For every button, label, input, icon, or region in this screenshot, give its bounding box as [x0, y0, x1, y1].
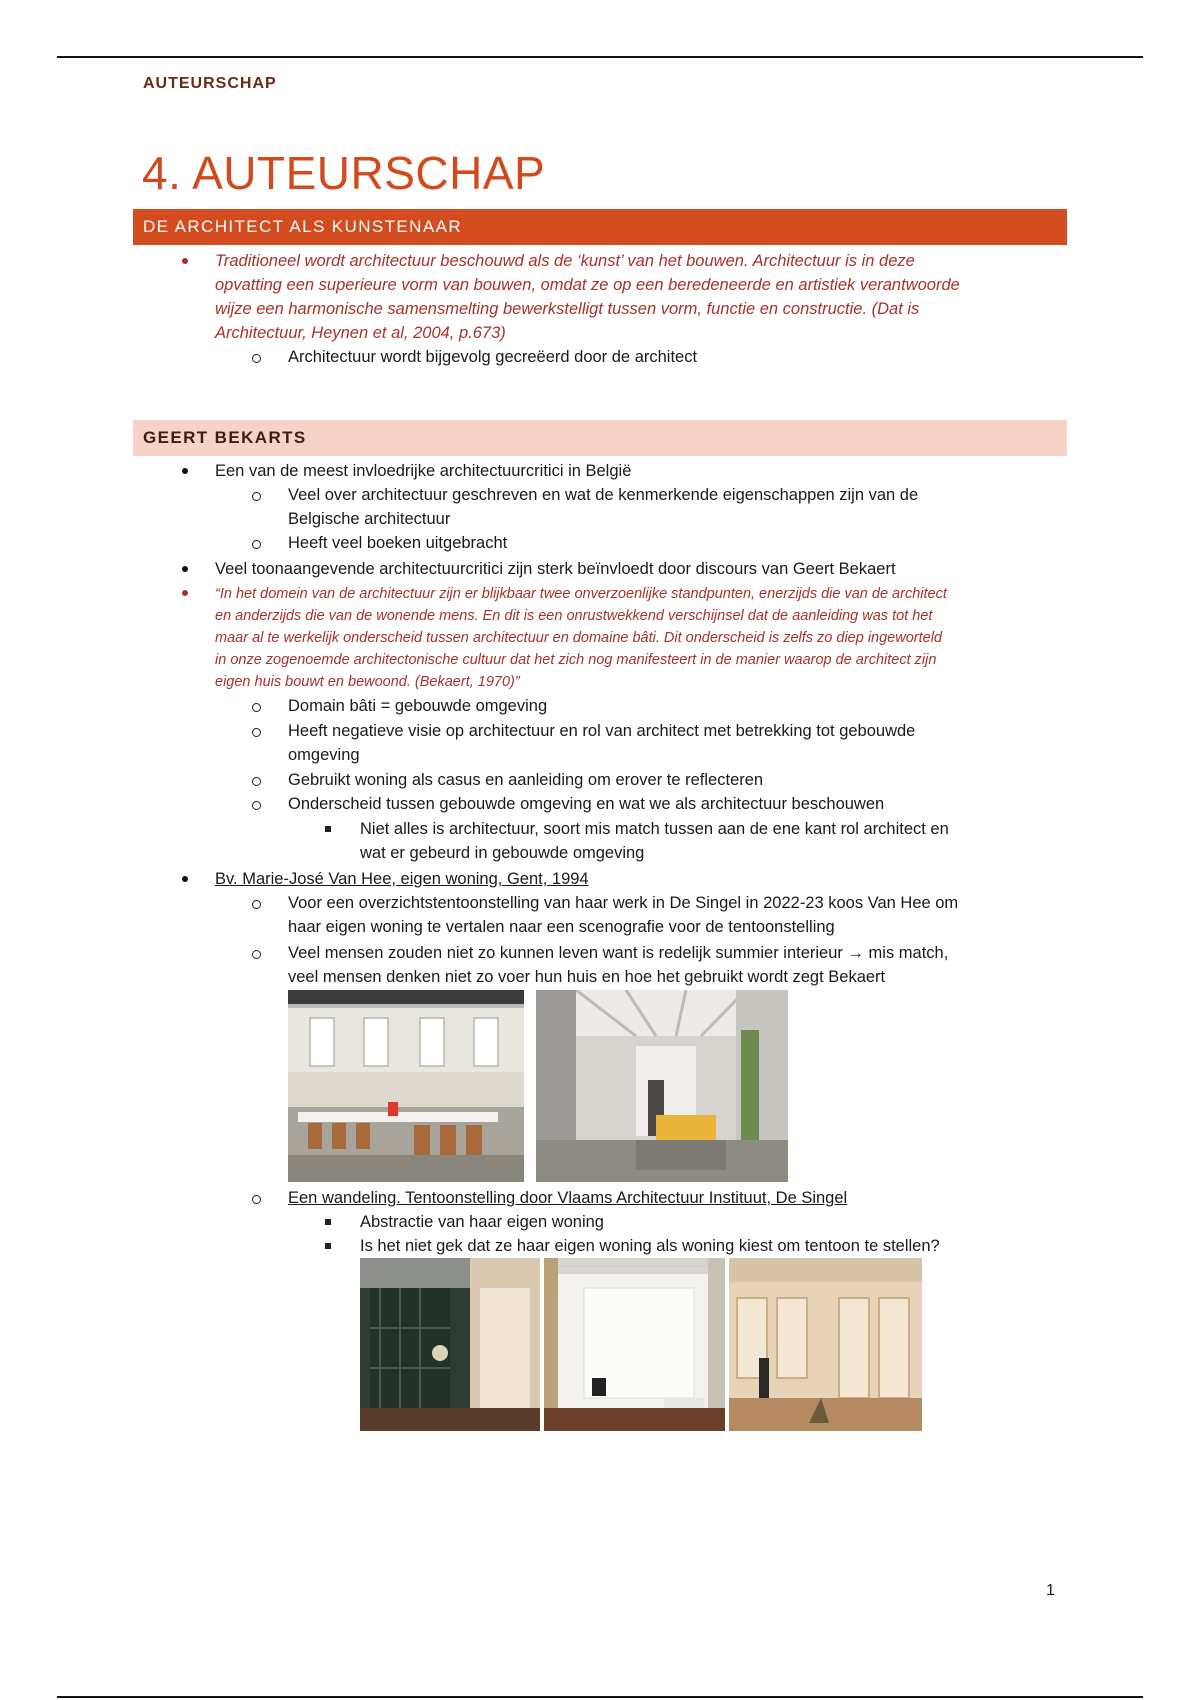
section-heading-architect-als-kunstenaar: DE ARCHITECT ALS KUNSTENAAR	[133, 209, 1067, 245]
list-item: Architectuur wordt bijgevolg gecreëerd door de architect	[288, 348, 698, 366]
list-item: Domain bâti = gebouwde omgeving	[288, 697, 548, 715]
quote-line: eigen huis bouwt en bewoond. (Bekaert, 1970)”	[215, 674, 520, 690]
section-heading-geert-bekarts: GEERT BEKARTS	[133, 420, 1067, 456]
list-item: Onderscheid tussen gebouwde omgeving en wat we als architectuur beschouwen	[288, 795, 885, 813]
circle-bullet-icon	[252, 703, 261, 712]
quote-line: “In het domein van de architectuur zijn er blijkbaar twee onverzoenlijke standpunten, enerzijds die van de architect	[215, 586, 947, 602]
circle-bullet-icon	[252, 354, 261, 363]
square-bullet-icon	[325, 1243, 331, 1249]
square-bullet-icon	[325, 826, 331, 832]
quote-line: en anderzijds die van de wonende mens. En dit is een onrustwekkend verschijnsel dat de aanleiding was tot het	[215, 608, 933, 624]
circle-bullet-icon	[252, 801, 261, 810]
list-item: Een van de meest invloedrijke architectuurcritici in België	[215, 462, 632, 480]
quote-line: maar al te werkelijk onderscheid tussen architectuur en domaine bâti. Dit onderscheid is zelfs zo diep ingeworteld	[215, 630, 942, 646]
list-item: Niet alles is architectuur, soort mis match tussen aan de ene kant rol architect en	[360, 820, 949, 838]
bullet-icon	[182, 468, 188, 474]
chapter-title: 4. AUTEURSCHAP	[142, 147, 546, 199]
list-item: Voor een overzichtstentoonstelling van haar werk in De Singel in 2022-23 koos Van Hee om	[288, 894, 959, 912]
photo-dining-room	[288, 990, 524, 1182]
quote-line: in onze zogenoemde architectonische cultuur dat het zich nog manifesteert in de manier waarop de architect zijn	[215, 652, 937, 668]
list-item: Veel toonaangevende architectuurcritici zijn sterk beïnvloedt door discours van Geert Bekaert	[215, 560, 896, 578]
list-item: wat er gebeurd in gebouwde omgeving	[360, 844, 645, 862]
list-item: Heeft veel boeken uitgebracht	[288, 534, 508, 552]
bullet-icon	[182, 876, 188, 882]
list-item: Gebruikt woning als casus en aanleiding om erover te reflecteren	[288, 771, 764, 789]
bullet-icon	[182, 566, 188, 572]
circle-bullet-icon	[252, 900, 261, 909]
circle-bullet-icon	[252, 540, 261, 549]
list-item: veel mensen denken niet zo voer hun huis en hoe het gebruikt wordt zegt Bekaert	[288, 968, 886, 986]
quote-line: opvatting een superieure vorm van bouwen, omdat ze op een beredeneerde en artistiek verantwoorde	[215, 276, 960, 294]
top-rule	[57, 56, 1143, 58]
photo-exhibition-white-room	[544, 1258, 725, 1431]
quote-line: wijze een harmonische samensmelting bewerkstelligt tussen vorm, functie en constructie. (Dat is	[215, 300, 920, 318]
quote-line: Architectuur, Heynen et al, 2004, p.673)	[215, 324, 506, 342]
circle-bullet-icon	[252, 950, 261, 959]
circle-bullet-icon	[252, 492, 261, 501]
running-header: AUTEURSCHAP	[143, 75, 277, 92]
example-link[interactable]: Bv. Marie-José Van Hee, eigen woning, Gent, 1994	[215, 870, 589, 888]
list-item: Heeft negatieve visie op architectuur en rol van architect met betrekking tot gebouwde	[288, 722, 916, 740]
square-bullet-icon	[325, 1219, 331, 1225]
photo-exhibition-wooden-room	[729, 1258, 922, 1431]
exhibition-link[interactable]: Een wandeling. Tentoonstelling door Vlaams Architectuur Instituut, De Singel	[288, 1189, 848, 1207]
list-item: omgeving	[288, 746, 360, 764]
circle-bullet-icon	[252, 777, 261, 786]
bullet-icon	[182, 258, 188, 264]
circle-bullet-icon	[252, 728, 261, 737]
list-item: Veel over architectuur geschreven en wat de kenmerkende eigenschappen zijn van de	[288, 486, 919, 504]
page-number: 1	[1046, 1582, 1055, 1599]
bullet-icon	[182, 590, 188, 596]
list-item: Is het niet gek dat ze haar eigen woning als woning kiest om tentoon te stellen?	[360, 1237, 940, 1255]
quote-line: Traditioneel wordt architectuur beschouwd als de ‘kunst’ van het bouwen. Architectuur is in deze	[215, 252, 915, 270]
photo-corridor	[536, 990, 788, 1182]
list-item: haar eigen woning te vertalen naar een scenografie voor de tentoonstelling	[288, 918, 835, 936]
list-item: Belgische architectuur	[288, 510, 451, 528]
circle-bullet-icon	[252, 1195, 261, 1204]
bottom-rule	[57, 1696, 1143, 1698]
photo-exhibition-green-room	[360, 1258, 540, 1431]
list-item: Veel mensen zouden niet zo kunnen leven want is redelijk summier interieur → mis match,	[288, 944, 949, 962]
list-item: Abstractie van haar eigen woning	[360, 1213, 604, 1231]
